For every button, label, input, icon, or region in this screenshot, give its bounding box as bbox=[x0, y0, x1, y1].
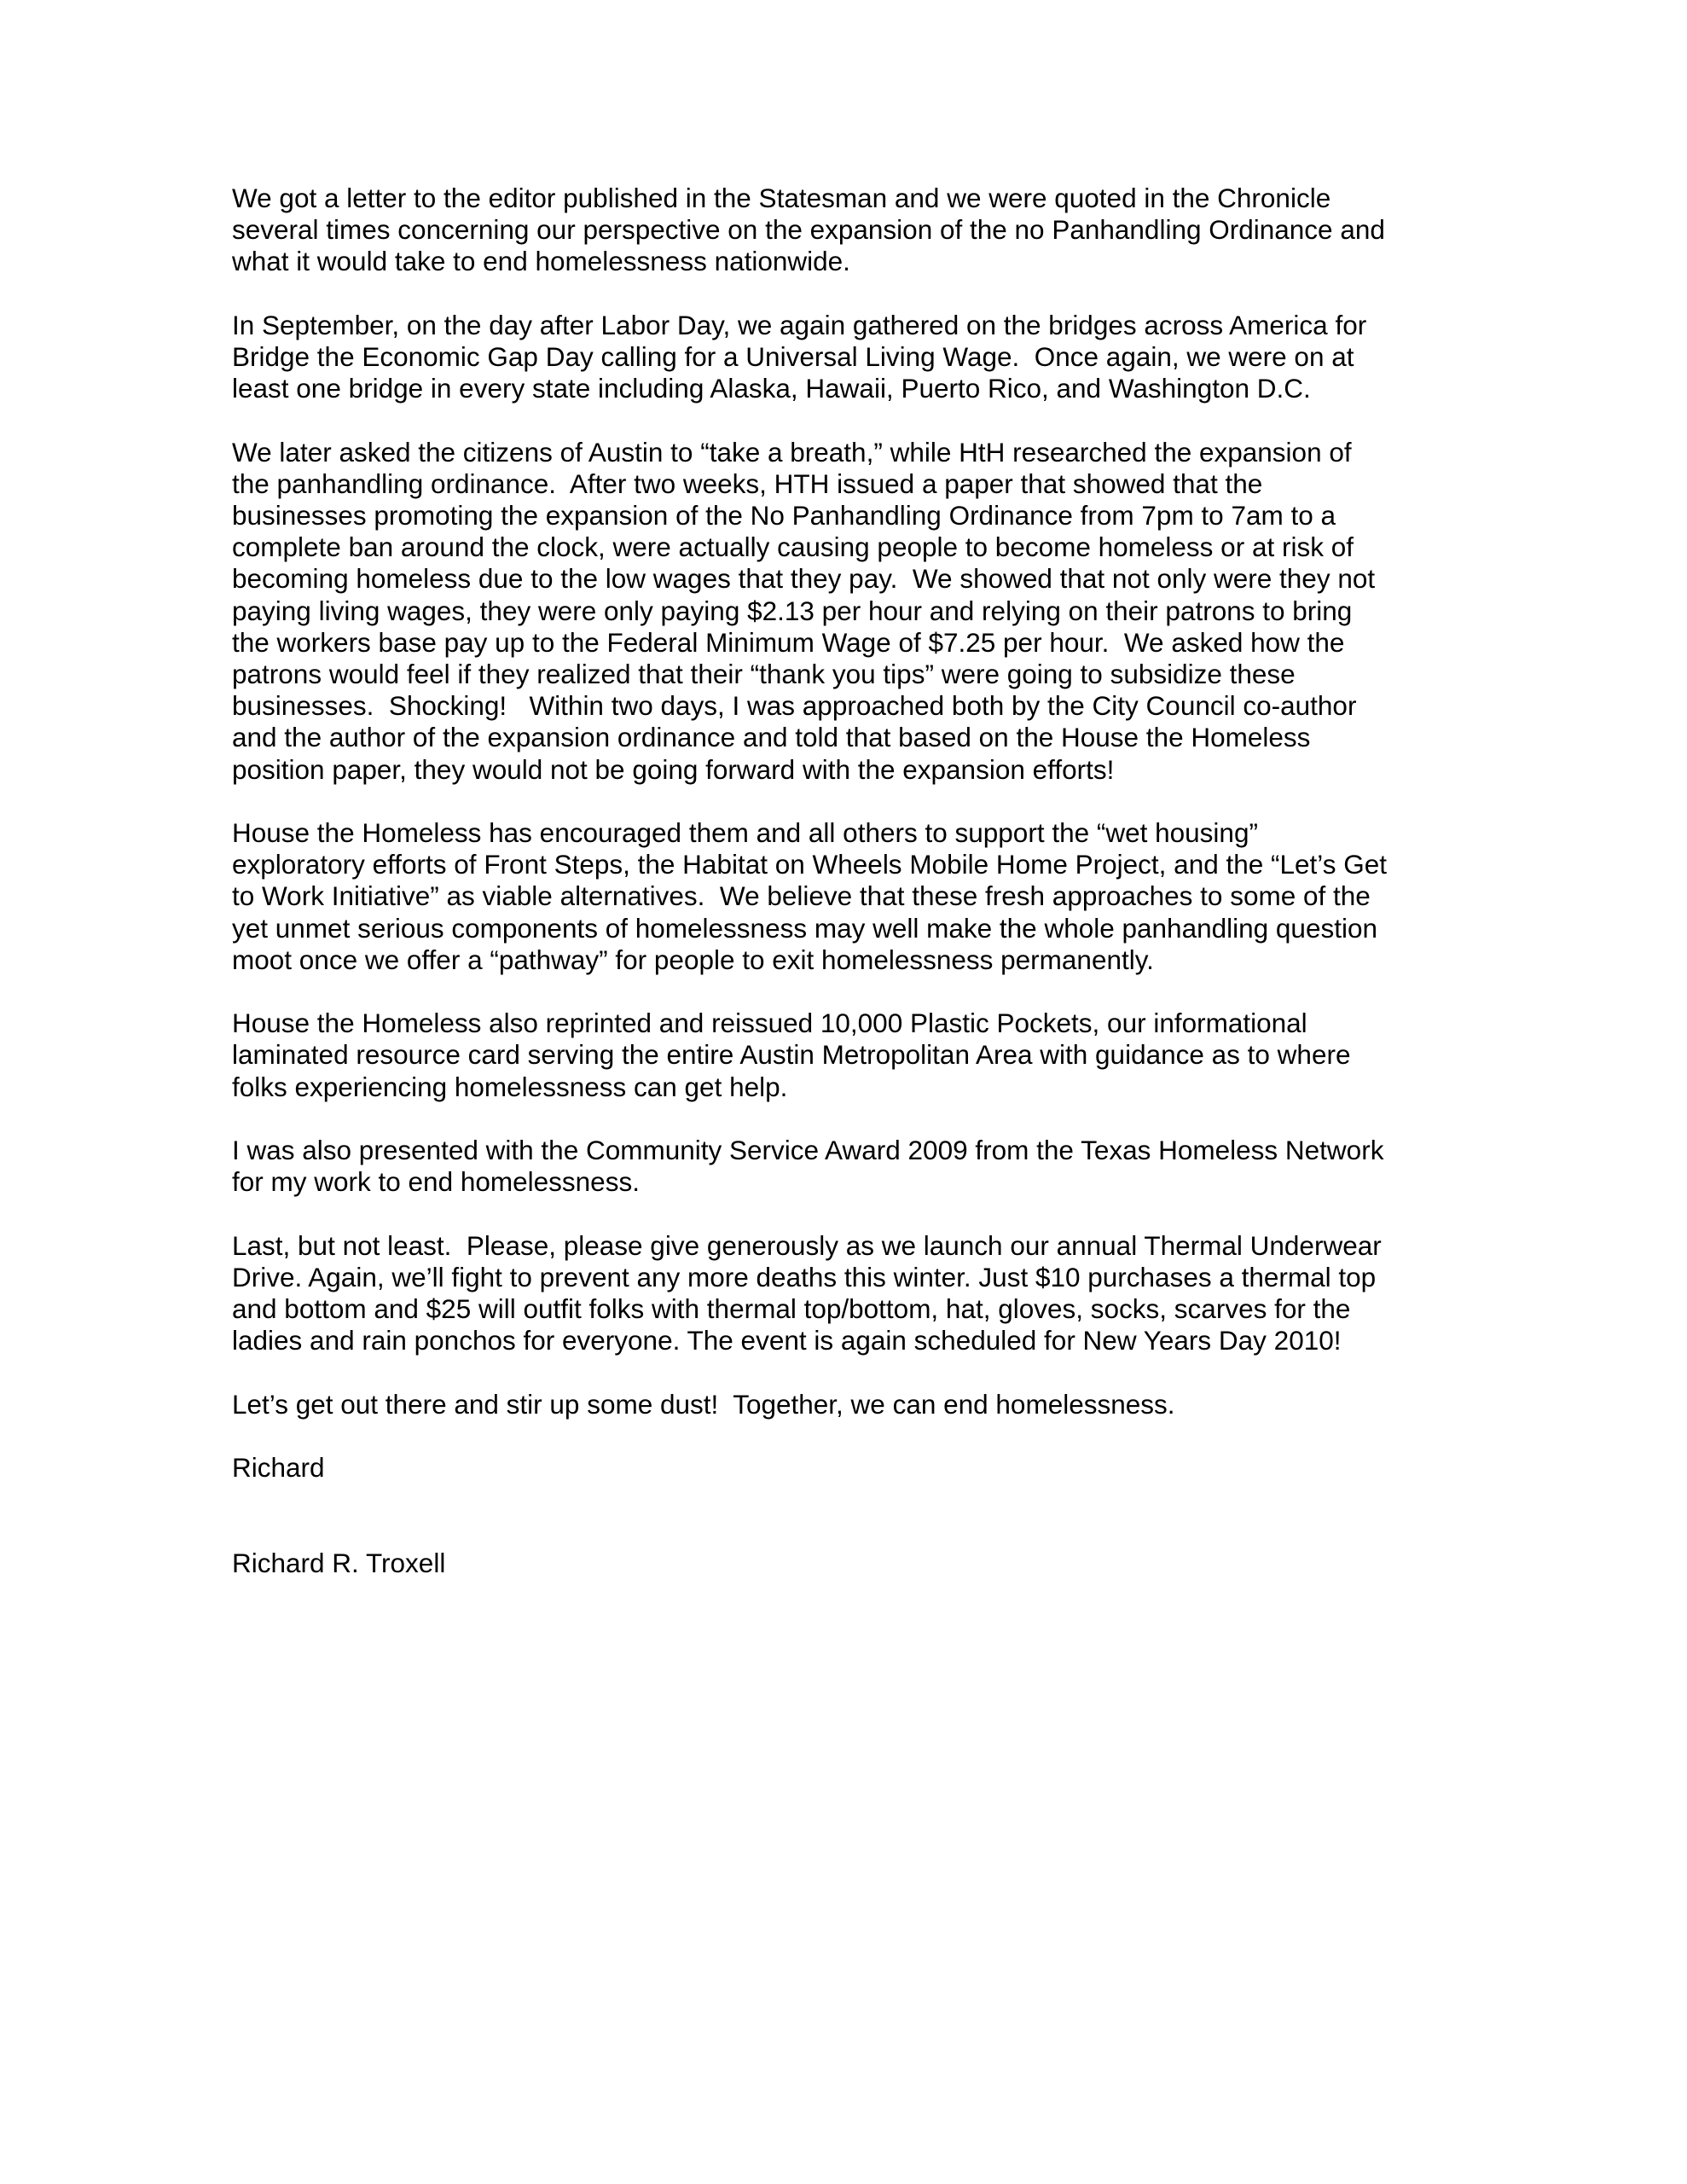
paragraph-award bbox=[232, 1135, 1460, 1198]
paragraph-call-to-action bbox=[232, 1389, 1460, 1420]
signature-name: Richard R. Troxell bbox=[232, 1547, 446, 1578]
text-line: position paper, they would not be going forward with the expansion efforts! bbox=[232, 753, 1115, 785]
text-line: House the Homeless also reprinted and reissued 10,000 Plastic Pockets, our informational bbox=[232, 1008, 1307, 1039]
paragraph-bridge-day bbox=[232, 310, 1460, 405]
paragraph-alternatives bbox=[232, 817, 1460, 976]
signature-block bbox=[232, 1548, 1460, 1579]
text-line: Last, but not least. Please, please give generously as we launch our annual Thermal Underwear bbox=[232, 1229, 1382, 1261]
closing-text: Richard bbox=[232, 1452, 325, 1483]
text-line: and bottom and $25 will outfit folks with thermal top/bottom, hat, gloves, socks, scarves for the bbox=[232, 1293, 1351, 1325]
text-line: We got a letter to the editor published in the Statesman and we were quoted in the Chronicle bbox=[232, 183, 1331, 213]
text-line: laminated resource card serving the entire Austin Metropolitan Area with guidance as to where bbox=[232, 1039, 1351, 1071]
text-line: patrons would feel if they realized that their “thank you tips” were going to subsidize these bbox=[232, 659, 1296, 690]
text-line: for my work to end homelessness. bbox=[232, 1166, 640, 1198]
text-line: the workers base pay up to the Federal Minimum Wage of $7.25 per hour. We asked how the bbox=[232, 626, 1345, 658]
text-line: ladies and rain ponchos for everyone. The event is again scheduled for New Years Day 2010! bbox=[232, 1325, 1342, 1356]
text-line: We later asked the citizens of Austin to “take a breath,” while HtH researched the expansion of bbox=[232, 436, 1352, 468]
text-line: least one bridge in every state including Alaska, Hawaii, Puerto Rico, and Washington D.C. bbox=[232, 373, 1311, 404]
text-line: businesses promoting the expansion of the No Panhandling Ordinance from 7pm to 7am to a bbox=[232, 500, 1336, 531]
text-line: paying living wages, they were only paying $2.13 per hour and relying on their patrons to bring bbox=[232, 595, 1353, 626]
paragraph-thermal-drive bbox=[232, 1230, 1460, 1357]
text-line: Bridge the Economic Gap Day calling for a Universal Living Wage. Once again, we were on at bbox=[232, 341, 1354, 372]
text-line: folks experiencing homelessness can get help. bbox=[232, 1071, 788, 1102]
text-line: House the Homeless has encouraged them and all others to support the “wet housing” bbox=[232, 817, 1258, 849]
text-line: I was also presented with the Community Service Award 2009 from the Texas Homeless Network bbox=[232, 1135, 1384, 1166]
text-line: yet unmet serious components of homelessness may well make the whole panhandling question bbox=[232, 912, 1378, 944]
closing bbox=[232, 1452, 1460, 1484]
paragraph-panhandling-research bbox=[232, 437, 1460, 786]
text-line: Let’s get out there and stir up some dust! Together, we can end homelessness. bbox=[232, 1388, 1175, 1420]
text-line: moot once we offer a “pathway” for people to exit homelessness permanently. bbox=[232, 944, 1154, 975]
text-line: In September, on the day after Labor Day, we again gathered on the bridges across America for bbox=[232, 309, 1367, 340]
text-line: and the author of the expansion ordinance and told that based on the House the Homeless bbox=[232, 722, 1311, 753]
paragraph-editor-letter bbox=[232, 183, 1460, 278]
text-line: to Work Initiative” as viable alternatives. We believe that these fresh approaches to some of the bbox=[232, 880, 1371, 912]
paragraph-plastic-pockets bbox=[232, 1008, 1460, 1103]
text-line: becoming homeless due to the low wages that they pay. We showed that not only were they not bbox=[232, 563, 1376, 595]
text-line: the panhandling ordinance. After two weeks, HTH issued a paper that showed that the bbox=[232, 468, 1263, 499]
text-line: Drive. Again, we’ll fight to prevent any more deaths this winter. Just $10 purchases a thermal top bbox=[232, 1261, 1377, 1292]
text-line: exploratory efforts of Front Steps, the Habitat on Wheels Mobile Home Project, and the “Let’s Get bbox=[232, 849, 1388, 880]
text-line: businesses. Shocking! Within two days, I was approached both by the City Council co-author bbox=[232, 690, 1357, 722]
text-line: complete ban around the clock, were actually causing people to become homeless or at risk of bbox=[232, 531, 1354, 563]
text-line: what it would take to end homelessness nationwide. bbox=[232, 246, 850, 277]
letter-body bbox=[232, 183, 1460, 1611]
text-line: several times concerning our perspective on the expansion of the no Panhandling Ordinance and bbox=[232, 214, 1385, 246]
